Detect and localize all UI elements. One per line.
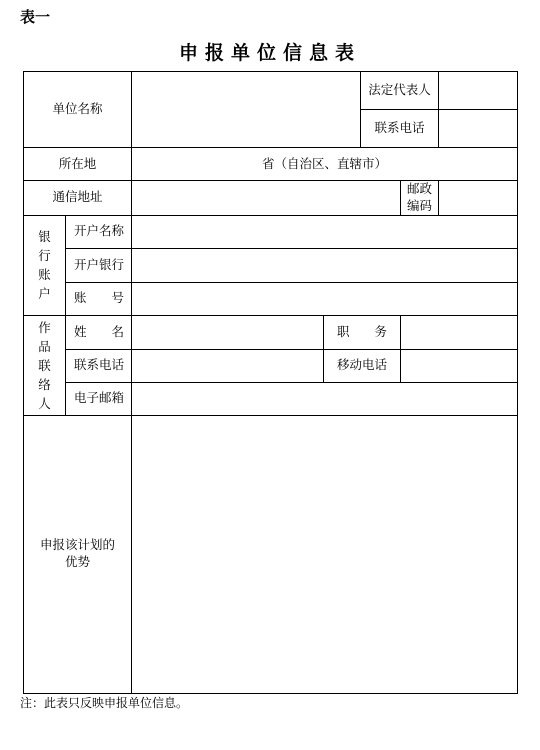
row-contact-phone	[24, 349, 518, 382]
name-label: 姓 名	[66, 315, 132, 349]
form-title: 申报单位信息表	[178, 42, 361, 64]
legal-rep-label: 法定代表人	[361, 72, 439, 110]
mail-address-field[interactable]	[132, 181, 401, 216]
contact-phone2-label: 联系电话	[66, 349, 132, 382]
row-account-no	[24, 282, 518, 315]
info-table	[23, 71, 518, 694]
bank-name-field[interactable]	[132, 248, 518, 282]
row-email	[24, 382, 518, 415]
document-label: 表一	[20, 8, 51, 26]
row-bank-name	[24, 248, 518, 282]
bank-name-label: 开户银行	[66, 248, 132, 282]
location-label: 所在地	[24, 148, 132, 181]
bank-account-label: 银行账户	[24, 215, 66, 315]
email-field[interactable]	[132, 382, 518, 415]
footnote: 注：此表只反映申报单位信息。	[20, 696, 189, 710]
row-account-name	[24, 215, 518, 248]
row-unit-name	[24, 72, 518, 110]
postcode-field[interactable]	[439, 181, 518, 216]
work-contact-label: 作品联络人	[24, 315, 66, 415]
location-field[interactable]	[132, 148, 518, 181]
advantages-label: 申报该计划的优势	[24, 415, 132, 693]
contact-phone2-field[interactable]	[132, 349, 324, 382]
position-label: 职 务	[324, 315, 401, 349]
row-location	[24, 148, 518, 181]
position-field[interactable]	[401, 315, 518, 349]
name-field[interactable]	[132, 315, 324, 349]
unit-name-field[interactable]	[132, 72, 361, 148]
row-contact-name	[24, 315, 518, 349]
account-name-label: 开户名称	[66, 215, 132, 248]
email-label: 电子邮箱	[66, 382, 132, 415]
legal-rep-field[interactable]	[439, 72, 518, 110]
account-name-field[interactable]	[132, 215, 518, 248]
contact-phone-label: 联系电话	[361, 110, 439, 148]
unit-name-label: 单位名称	[24, 72, 132, 148]
row-mail-address	[24, 181, 518, 216]
province-hint: 省（自治区、直辖市）	[262, 155, 388, 171]
mail-address-label: 通信地址	[24, 181, 132, 216]
mobile-field[interactable]	[401, 349, 518, 382]
mobile-label: 移动电话	[324, 349, 401, 382]
postcode-label: 邮政编码	[401, 181, 439, 216]
account-no-field[interactable]	[132, 282, 518, 315]
account-no-label: 账 号	[66, 282, 132, 315]
row-advantages	[24, 415, 518, 693]
advantages-field[interactable]	[132, 415, 518, 693]
contact-phone-field[interactable]	[439, 110, 518, 148]
